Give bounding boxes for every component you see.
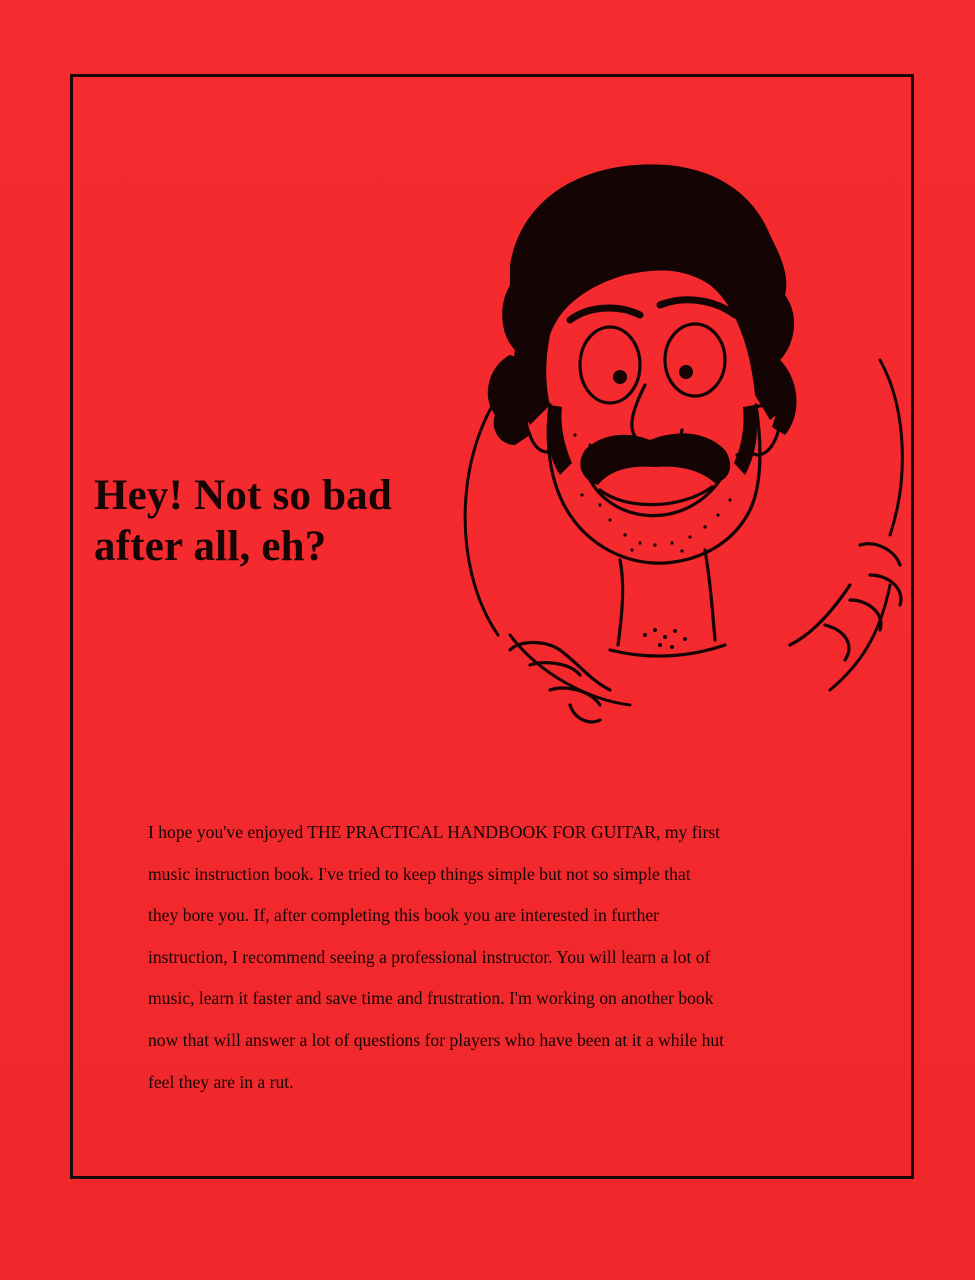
paragraph-line: instruction, I recommend seeing a professional instructor. You will learn a lot of — [148, 946, 711, 967]
paragraph-line: now that will answer a lot of questions for players who have been at it a while hut — [148, 1029, 725, 1050]
paragraph-line: I hope you've enjoyed THE PRACTICAL HANDBOOK FOR GUITAR, my first — [148, 822, 721, 842]
headline — [94, 470, 474, 572]
closing-paragraph — [148, 812, 868, 1103]
cartoon-man-illustration-icon — [450, 145, 920, 730]
headline-line-2: after all, eh? — [94, 523, 327, 570]
paragraph-line: they bore you. If, after completing this book you are interested in further — [148, 905, 660, 926]
headline-line-1: Hey! Not so bad — [94, 472, 393, 519]
paragraph-line: feel they are in a rut. — [148, 1071, 294, 1092]
paragraph-line: music instruction book. I've tried to keep things simple but not so simple that — [148, 863, 691, 884]
paragraph-line: music, learn it faster and save time and frustration. I'm working on another book — [148, 988, 714, 1009]
